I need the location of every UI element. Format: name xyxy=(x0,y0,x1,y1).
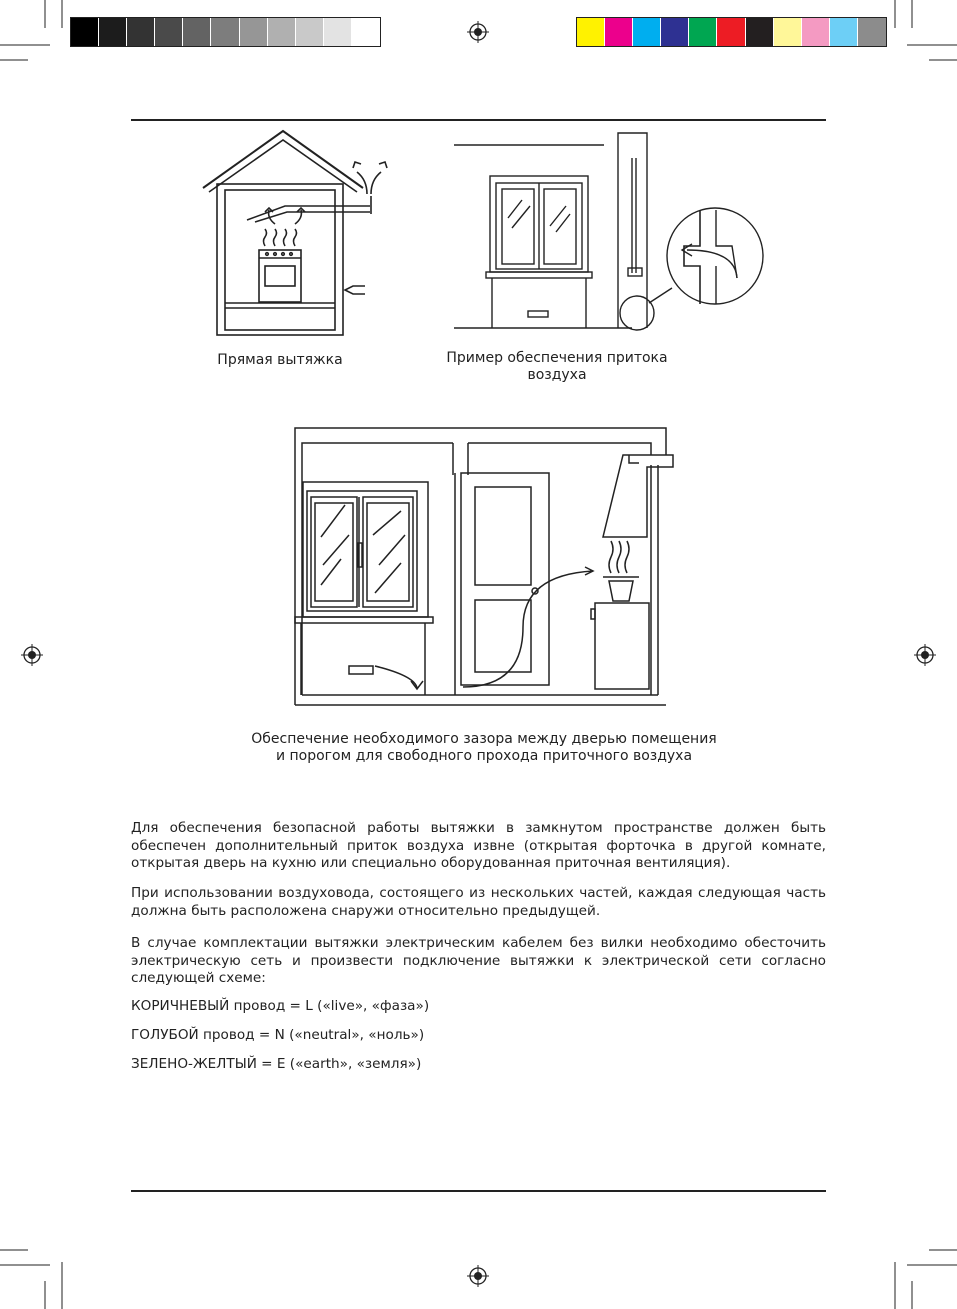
color-swatch xyxy=(858,18,886,46)
grayscale-bar xyxy=(70,17,381,47)
gray-swatch xyxy=(155,18,183,46)
color-bar xyxy=(576,17,887,47)
color-swatch xyxy=(746,18,774,46)
color-swatch xyxy=(717,18,745,46)
direct-hood-caption: Прямая вытяжка xyxy=(217,352,343,368)
gray-swatch xyxy=(71,18,99,46)
direct-hood-illustration xyxy=(195,128,395,343)
top-rule xyxy=(131,119,826,121)
gray-swatch xyxy=(352,18,380,46)
door-gap-caption-line2: и порогом для свободного прохода приточного воздуха xyxy=(275,748,693,764)
wire-yellow-green: ЗЕЛЕНО-ЖЕЛТЫЙ = E («earth», «земля») xyxy=(131,1056,422,1072)
gray-swatch xyxy=(240,18,268,46)
gray-swatch xyxy=(296,18,324,46)
registration-mark-bottom-icon xyxy=(467,1265,489,1287)
air-supply-caption-line1: Пример обеспечения притока xyxy=(446,350,668,366)
gray-swatch xyxy=(324,18,352,46)
door-gap-caption xyxy=(230,731,738,765)
color-swatch xyxy=(689,18,717,46)
air-supply-illustration xyxy=(452,128,772,343)
door-gap-caption-line1: Обеспечение необходимого зазора между дверью помещения xyxy=(251,731,717,747)
paragraph-air-supply: Для обеспечения безопасной работы вытяжки в замкнутом пространстве должен быть обеспечен дополнительный приток воздуха извне (открытая форточка в другой комнате, открытая дверь на кухню или специально оборудованная приточная вентиляция). xyxy=(131,820,826,871)
color-swatch xyxy=(802,18,830,46)
bottom-rule xyxy=(131,1190,826,1192)
gray-swatch xyxy=(211,18,239,46)
color-swatch xyxy=(605,18,633,46)
gray-swatch xyxy=(99,18,127,46)
wire-blue: ГОЛУБОЙ провод = N («neutral», «ноль») xyxy=(131,1027,425,1043)
color-swatch xyxy=(830,18,858,46)
paragraph-duct-parts: При использовании воздуховода, состоящего из нескольких частей, каждая следующая часть должна быть расположена снаружи относительно предыдущей. xyxy=(131,885,826,919)
gray-swatch xyxy=(183,18,211,46)
paragraph-cable-connection: В случае комплектации вытяжки электрическим кабелем без вилки необходимо обесточить электрическую сеть и произвести подключение вытяжки к электрической сети согласно следующей схеме: xyxy=(131,935,826,986)
registration-mark-left-icon xyxy=(21,644,43,666)
air-supply-caption-line2: воздуха xyxy=(527,367,587,383)
color-swatch xyxy=(774,18,802,46)
air-supply-caption xyxy=(440,350,674,384)
gray-swatch xyxy=(268,18,296,46)
color-swatch xyxy=(633,18,661,46)
color-swatch xyxy=(661,18,689,46)
registration-mark-top-icon xyxy=(467,21,489,43)
gray-swatch xyxy=(127,18,155,46)
door-gap-illustration xyxy=(293,425,673,710)
color-swatch xyxy=(577,18,605,46)
registration-mark-right-icon xyxy=(914,644,936,666)
wire-brown: КОРИЧНЕВЫЙ провод = L («live», «фаза») xyxy=(131,998,430,1014)
